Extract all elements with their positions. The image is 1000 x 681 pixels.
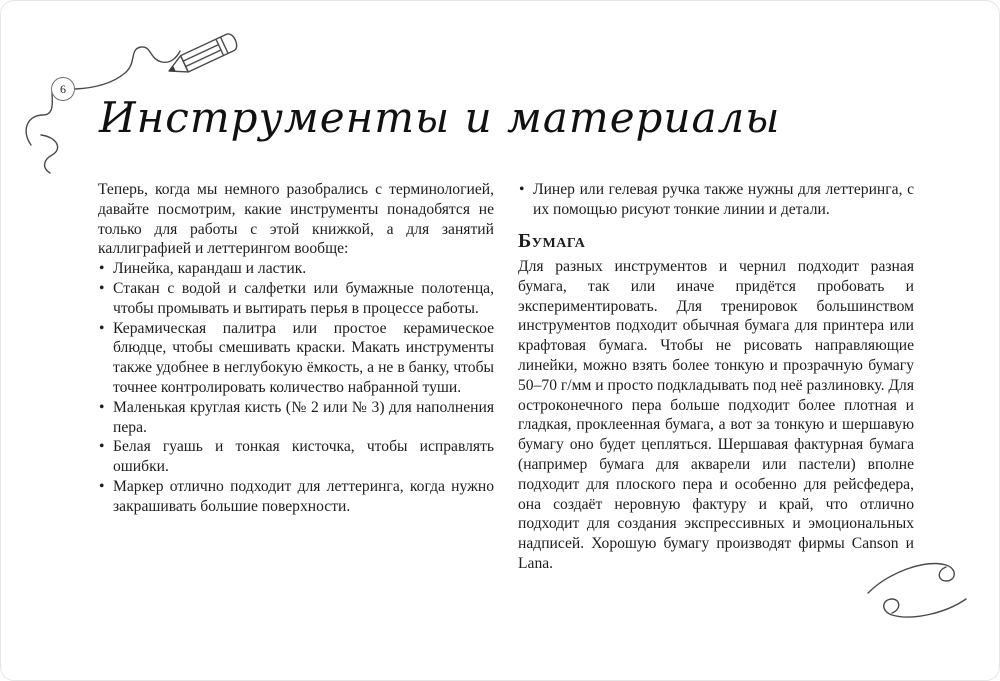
intro-paragraph: Теперь, когда мы немного разобрались с терминологией, давайте посмотрим, какие инструменты понадобятся не только для работы с этой книжкой, а для занятий каллиграфией и леттерингом вообще: <box>98 181 494 258</box>
flourish-curl-lower <box>884 599 966 617</box>
list-item <box>98 279 494 319</box>
list-item-text: Белая гуашь и тонкая кисточка, чтобы исправлять ошибки. <box>113 438 494 476</box>
section-heading-paper: Бумага <box>518 229 586 252</box>
list-item <box>518 180 914 220</box>
left-column <box>98 180 494 574</box>
bullet-marker: • <box>99 279 105 297</box>
list-item <box>98 319 494 398</box>
bullet-marker: • <box>99 319 105 337</box>
list-item-text: Линейка, карандаш и ластик. <box>113 260 307 278</box>
list-item <box>98 477 494 517</box>
list-item-text: Керамическая палитра или простое керамическое блюдце, чтобы смешивать краски. Макать инструменты также удобнее в неглубокую ёмкость, а не в банку, чтобы точнее контролировать количество набранной туши. <box>113 319 494 396</box>
list-item <box>98 437 494 477</box>
tools-list <box>98 259 494 516</box>
flourish-curl-upper <box>868 564 954 593</box>
page-number: 6 <box>51 77 75 101</box>
flourish-curl-right <box>75 47 180 89</box>
right-column <box>518 180 914 574</box>
content-columns <box>98 180 914 574</box>
page-title: Инструменты и материалы <box>99 93 781 142</box>
list-item-text: Маленькая круглая кисть (№ 2 или № 3) для наполнения пера. <box>113 398 494 436</box>
bullet-marker: • <box>99 438 105 456</box>
bullet-marker: • <box>99 477 105 495</box>
list-item <box>98 398 494 438</box>
pencil-icon <box>165 32 239 79</box>
bullet-marker: • <box>519 181 525 198</box>
tools-list-continued <box>518 180 914 220</box>
list-item-text: Линер или гелевая ручка также нужны для леттеринга, с их помощью рисуют тонкие линии и детали. <box>533 181 914 218</box>
list-item-text: Стакан с водой и салфетки или бумажные полотенца, чтобы промывать и вытирать перья в процессе работы. <box>113 279 494 317</box>
list-item <box>98 259 494 279</box>
flourish-curl-lower <box>41 135 58 173</box>
list-item-text: Маркер отлично подходит для леттеринга, когда нужно закрашивать большие поверхности. <box>113 477 494 515</box>
bullet-marker: • <box>99 398 105 416</box>
bullet-marker: • <box>99 260 105 278</box>
bottom-flourish <box>854 549 982 641</box>
paper-paragraph: Для разных инструментов и чернил подходит разная бумага, так или иначе придётся пробовать и экспериментировать. Для тренировок большинством инструментов подходит обычная бумага для принтера или крафтовая бумага. Чтобы не рисовать направляющие линейки, можно взять более тонкую и прозрачную бумагу 50–70 г/мм и просто подкладывать под неё разлиновку. Для остроконечного пера больше подходит более плотная и гладкая, проклеенная бумага, а вот за тонкую и шершавую бумагу оно будет цепляться. Шершавая фактурная бумага (например бумага для акварели или пастели) вполне подходит для плоского пера и особенно для рейсфедера, она создаёт неровную фактуру и край, что отлично подходит для создания экспрессивных и эмоциональных надписей. Хорошую бумагу производят фирмы Canson и Lana. <box>518 257 914 572</box>
